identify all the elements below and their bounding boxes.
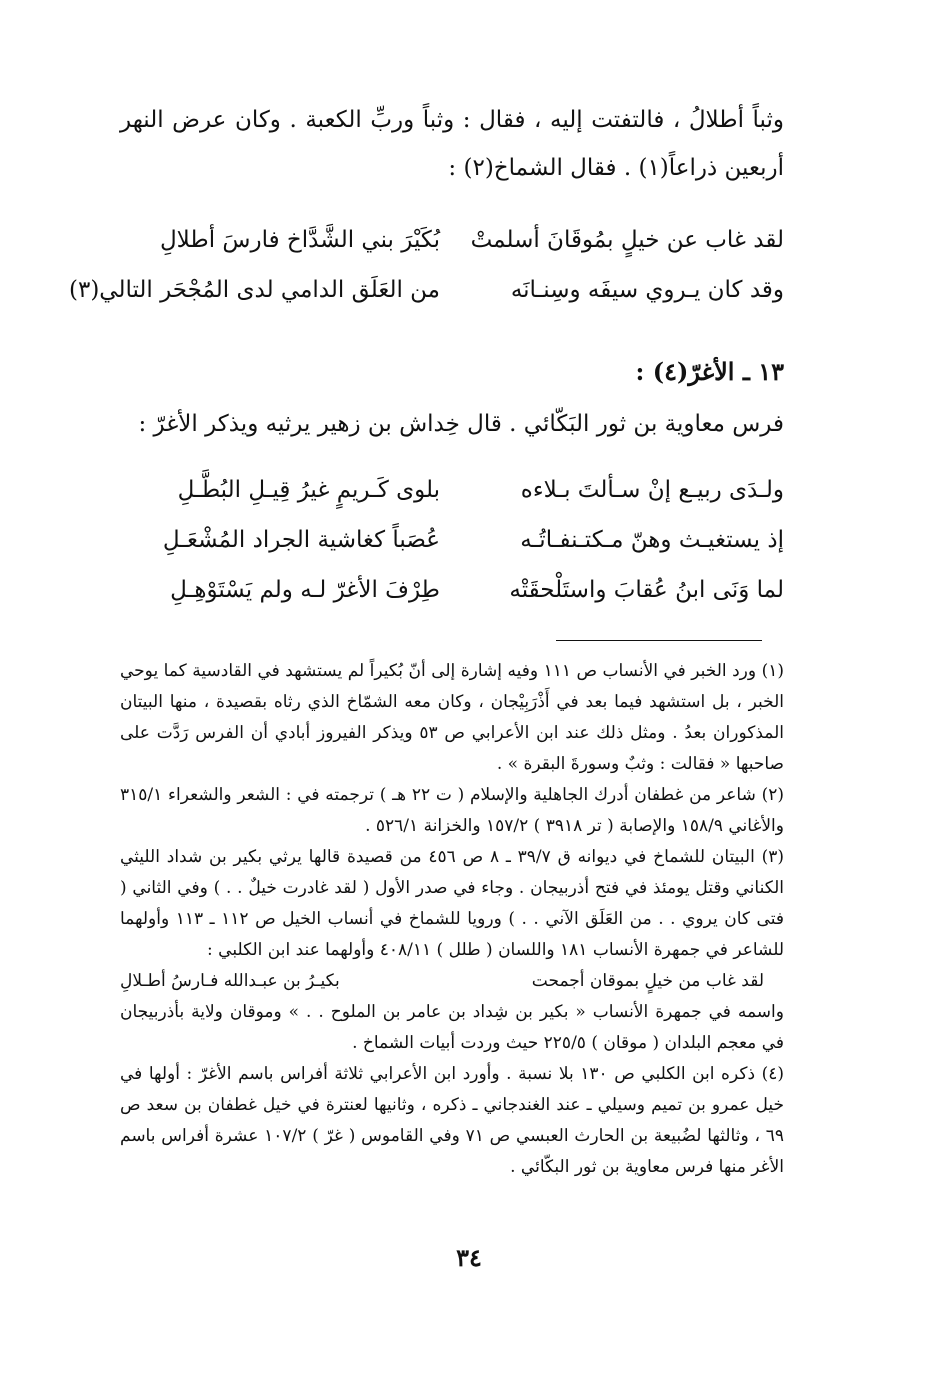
- page-number: ٣٤: [456, 1243, 482, 1272]
- footnote-2: (٢) شاعر من غطفان أدرك الجاهلية والإسلام ( ت ٢٢ هـ ) ترجمته في : الشعر والشعراء ٣١٥/١ والأغاني ١٥٨/٩ والإصابة ( تر ٣٩١٨ ) ١٥٧/٢ والخزانة ٥٢٦/١ .: [120, 785, 785, 836]
- footnote-1: (١) ورد الخبر في الأنساب ص ١١١ وفيه إشارة إلى أنّ بُكيراً لم يستشهد في القادسية كما يوحي الخبر ، بل استشهد فيما بعد في أَذْرَبِيْجان ، وكان معه الشمّاخ الذي رثاه بقصيدة ، منها البيتان المذكوران بعدُ . ومثل ذلك عند ابن الأعرابي ص ٥٣ ويذكر الفيروز أبادي أن الفرس رَدَّت على صاحبها « فقالت : وثبٌ وسورةَ البقرة » .: [120, 661, 784, 774]
- poem-shammakh: [68, 215, 784, 315]
- first-hemistich: لما وَنَى ابنُ عُقابَ واستَلْحقَتْه: [509, 577, 784, 603]
- verse-line: [120, 465, 784, 515]
- verse-line: [68, 265, 784, 315]
- footnote-4: (٤) ذكره ابن الكلبي ص ١٣٠ بلا نسبة . وأورد ابن الأعرابي ثلاثة أفراس باسم الأغرّ : أولها في خيل عمرو بن تميم وسيلي ـ عند الغندجاني ـ ذكره ، وثانيها لعنترة في خيل غطفان بن سعد ص ٦٩ ، وثالثها لضُبيعة بن الحارث العبسي ص ٧١ وفي القاموس ( غرّ ) ١٠٧/٢ عشرة أفراس باسم الأغر منها فرس معاوية بن ثور البكّائي .: [120, 1064, 784, 1177]
- second-hemistich: من العَلَق الدامي لدى المُجْحَر التالي(٣): [68, 277, 440, 303]
- verse-line: [120, 515, 784, 565]
- opening-paragraph: [120, 96, 784, 192]
- verse-line: [120, 215, 784, 265]
- footnote-divider: [556, 640, 762, 641]
- second-hemistich: عُصَباً كغاشية الجراد المُشْعَـلِ: [162, 527, 440, 553]
- first-hemistich: وقد كان يـروي سيفَه وسِنـانَه: [510, 277, 784, 303]
- second-hemistich: بُكَيْرَ بني الشَّدَّاخ فارسَ أطلالِ: [159, 227, 440, 253]
- paragraph-text: وثباً أطلالُ ، فالتفتت إليه ، فقال : وثباً وربِّ الكعبة . وكان عرض النهر أربعين ذراعاً(١) . فقال الشماخ(٢) :: [120, 107, 784, 181]
- first-hemistich: ولـدَى ربيـع إنْ سـألتَ بـلاءه: [520, 477, 784, 503]
- section-intro: [120, 400, 784, 448]
- footnote-verse: [120, 966, 784, 997]
- footnotes: [120, 656, 784, 1183]
- footnote-verse-second: بكيـرُ بن عبـدالله فـارسُ أطـلالِ: [120, 971, 340, 991]
- footnote-3: (٣) البيتان للشماخ في ديوانه ق ٣٩/٧ ـ ٨ ص ٤٥٦ من قصيدة قالها يرثي بكير بن شداد الليثي الكناني وقتل يومئذ في فتح أذربيجان . وجاء في صدر الأول ( لقد غادرت خيلٌ . . ) وفي الثاني ( فتى كان يروي . . من العَلَق الآني . . ) ورويا للشماخ في أنساب الخيل ص ١١٢ ـ ١١٣ وأولهما للشاعر في جمهرة الأنساب ١٨١ واللسان ( طلل ) ٤٠٨/١١ وأولهما عند ابن الكلبي :: [120, 847, 784, 960]
- poem-khidash: [120, 465, 784, 615]
- first-hemistich: إذ يستغيـث وهنّ مـكتـنفـاتُـه: [520, 527, 784, 553]
- intro-text: فرس معاوية بن ثور البَكّائي . قال خِداش بن زهير يرثيه ويذكر الأغرّ :: [138, 411, 784, 437]
- section-heading: ١٣ ـ الأغرّ(٤) :: [635, 357, 784, 386]
- first-hemistich: لقد غاب عن خيلٍ بمُوقَانَ أسلمتْ: [470, 227, 784, 253]
- verse-line: [120, 565, 784, 615]
- second-hemistich: بلوى كَـريمٍ غيرُ قِيـلِ البُطَّـلِ: [177, 477, 440, 503]
- footnote-3-continued: واسمه في جمهرة الأنساب « بكير بن شِداد بن عامر بن الملوح . . » وموقان ولاية بأذربيجان في معجم البلدان ( موقان ) ٢٢٥/٥ حيث وردت أبيات الشماخ .: [120, 1002, 784, 1053]
- second-hemistich: طِرْفَ الأغرّ لـه ولم يَسْتَوْهِـلِ: [170, 577, 440, 603]
- footnote-verse-first: لقد غاب من خيلٍ بموقان أجمحت: [531, 971, 764, 991]
